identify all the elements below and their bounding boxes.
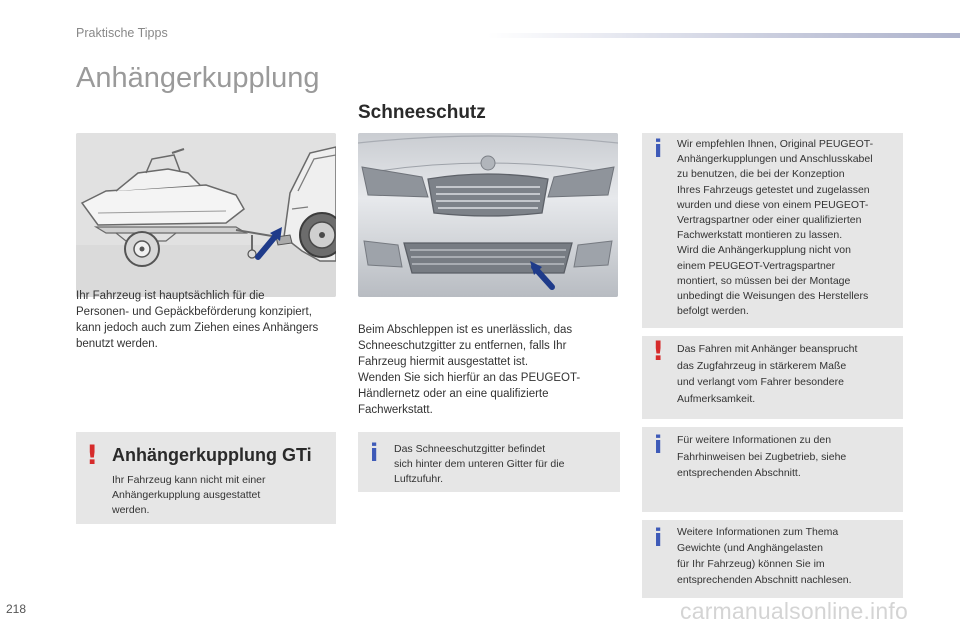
info-line: entsprechenden Abschnitt nachlesen. [677,574,852,586]
info-line: Luftzufuhr. [394,473,444,486]
info-icon: i [654,431,663,459]
info-icon: i [654,524,663,552]
info-line: Für weitere Informationen zu den [677,434,832,446]
grille-illustration-svg [358,133,618,297]
warning-line: das Zugfahrzeug in stärkerem Maße [677,359,847,372]
gti-title: Anhängerkupplung GTi [112,445,312,465]
info-text [677,524,901,588]
warning-line: und verlangt vom Fahrer besondere [677,376,844,388]
schneeschutz-text [358,322,620,418]
info-text [394,442,616,488]
towing-illustration-svg [76,133,336,297]
info-line: Wir empfehlen Ihnen, Original PEUGEOT- [677,138,874,150]
warning-icon: ! [86,440,99,471]
info-line: sich hinter dem unteren Gitter für die [394,458,565,471]
info-line: entsprechenden Abschnitt. [677,467,801,479]
intro-line: Ihr Fahrzeug ist hauptsächlich für die [76,290,265,302]
schneeschutz-info-box [358,432,620,492]
info-line: Ihres Fahrzeugs getestet und zugelassen [677,183,870,196]
body-line: Beim Abschleppen ist es unerlässlich, das [358,324,573,336]
towing-advice-info-box [642,427,903,512]
warning-icon: ! [652,336,665,367]
section-heading-schneeschutz: Schneeschutz [358,102,486,123]
gti-line: Ihr Fahrzeug kann nicht mit einer [112,474,266,486]
info-line: Wird die Anhängerkupplung nicht von [677,244,851,257]
gti-text [112,473,327,519]
info-line: Fachwerkstatt montieren zu lassen. [677,229,843,242]
page-number: 218 [6,602,27,616]
body-line: Händlernetz oder an eine qualifizierte [358,388,549,400]
info-line: unbedingt die Weisungen des Herstellers [677,290,869,303]
warning-line: Das Fahren mit Anhänger beansprucht [677,343,858,355]
info-text [677,137,901,319]
gti-warning-box [76,432,336,524]
header-bar [488,33,960,38]
watermark: carmanualsonline.info [680,598,908,624]
trailer-driving-warning-box [642,336,903,419]
info-line: Vertragspartner oder einer qualifizierten [677,214,862,227]
intro-line: benutzt werden. [76,338,158,350]
warning-text [677,341,901,407]
info-icon: i [654,135,663,163]
info-line: zu benutzen, die bei der Konzeption [677,168,845,181]
info-line: Weitere Informationen zum Thema [677,526,839,538]
info-line: Das Schneeschutzgitter befindet [394,443,546,455]
intro-line: Personen- und Gepäckbeförderung konzipiert, [76,306,312,318]
intro-line: kann jedoch auch zum Ziehen eines Anhängers [76,322,319,334]
towing-illustration [76,133,336,297]
info-line: für Ihr Fahrzeug) können Sie im [677,558,825,570]
grille-illustration [358,133,618,297]
info-line: befolgt werden. [677,305,749,318]
weights-info-box [642,520,903,598]
info-text [677,432,901,482]
info-line: Fahrhinweisen bei Zugbetrieb, siehe [677,450,847,463]
info-line: Gewichte (und Anghängelasten [677,542,823,554]
body-line: Schneeschutzgitter zu entfernen, falls Ihr [358,340,567,352]
intro-text [76,288,341,352]
original-parts-info-box [642,133,903,328]
gti-line: Anhängerkupplung ausgestattet [112,489,261,502]
info-line: montiert, so müssen bei der Montage [677,274,851,287]
body-line: Fachwerkstatt. [358,404,433,416]
body-line: Wenden Sie sich hierfür an das PEUGEOT- [358,372,581,384]
info-line: wurden und diese von einem PEUGEOT- [677,198,869,211]
info-icon: i [370,439,379,467]
info-line: Anhängerkupplungen und Anschlusskabel [677,153,873,166]
body-line: Fahrzeug hiermit ausgestattet ist. [358,356,529,368]
gti-line: werden. [112,504,150,517]
section-label: Praktische Tipps [76,26,168,40]
warning-line: Aufmerksamkeit. [677,392,756,405]
info-line: einem PEUGEOT-Vertragspartner [677,259,836,272]
page-title: Anhängerkupplung [76,62,320,94]
